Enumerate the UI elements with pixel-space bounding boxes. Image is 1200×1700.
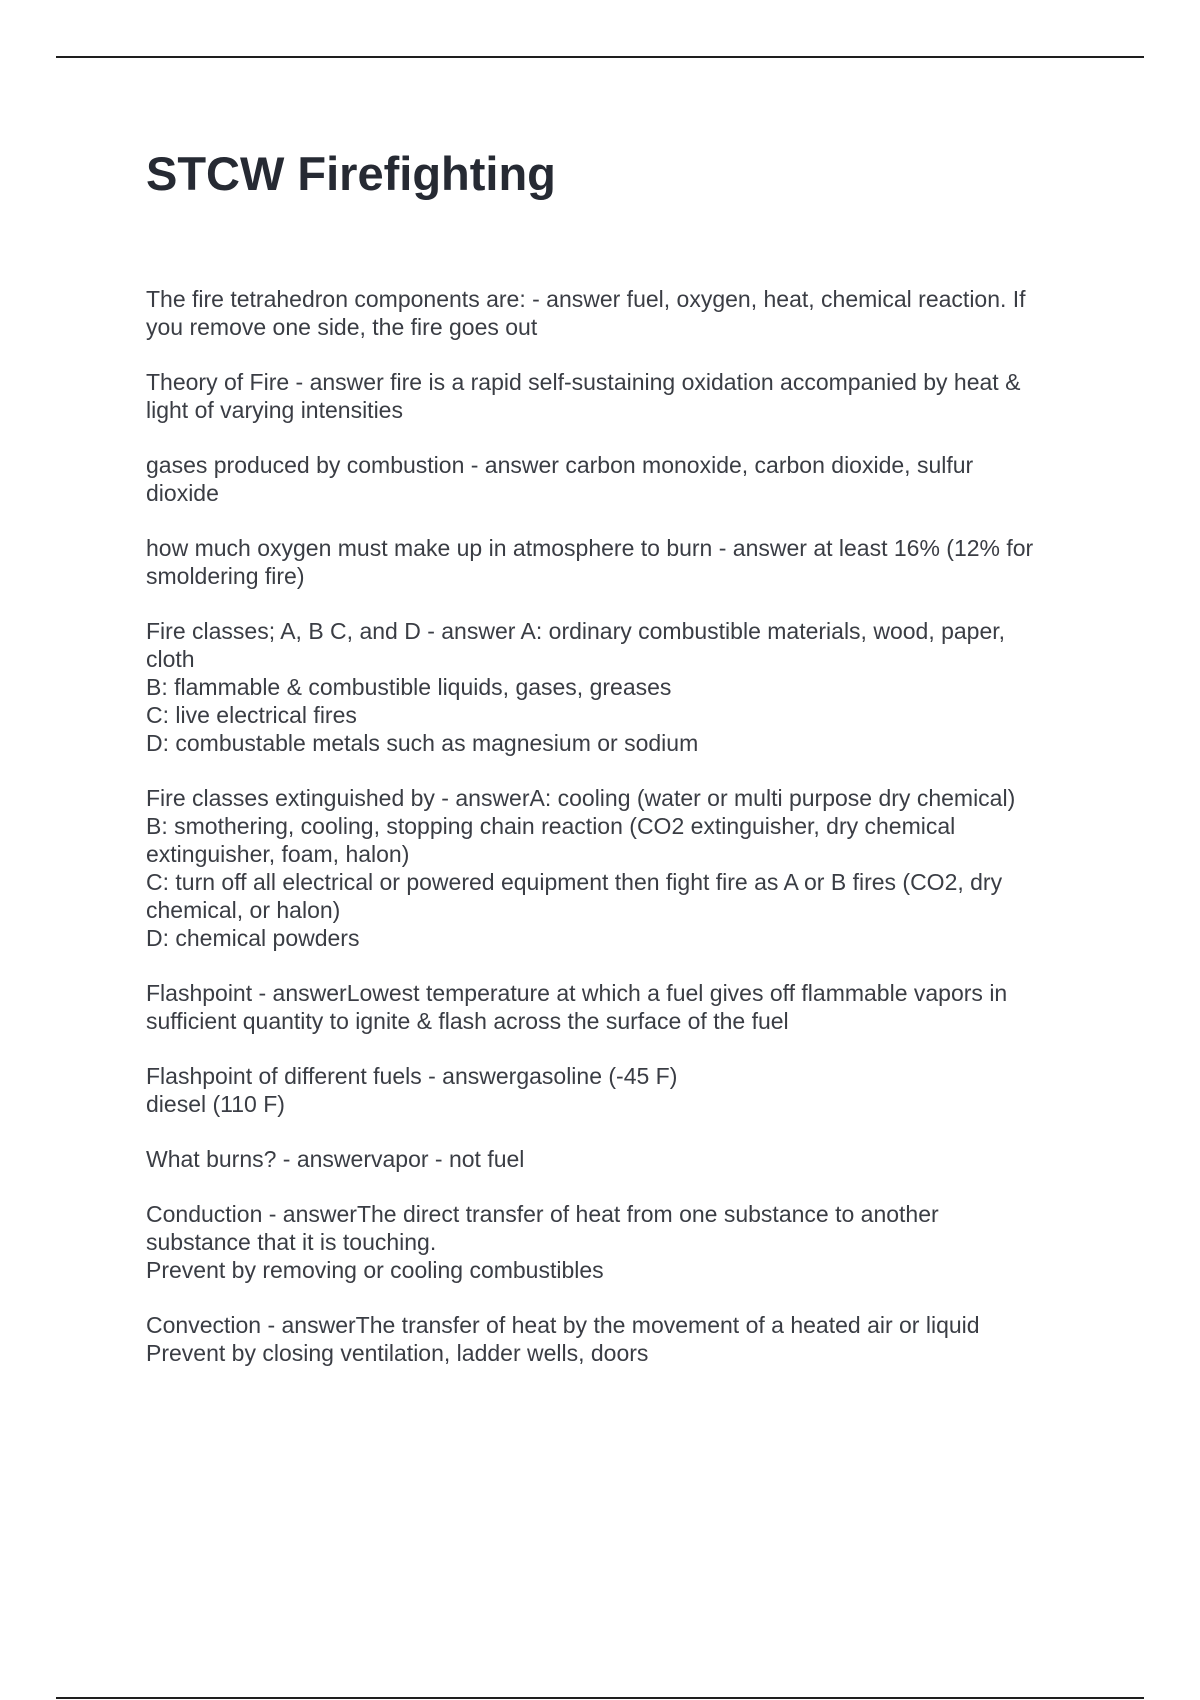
bottom-rule — [56, 1697, 1144, 1699]
qa-entry-what-burns — [146, 1145, 1086, 1173]
entry-line: D: combustable metals such as magnesium or sodium — [146, 730, 699, 756]
entry-line: Fire classes; A, B C, and D - answer A: ordinary combustible materials, wood, paper, — [146, 618, 1006, 644]
qa-entry-fuel-flashpoints — [146, 1062, 1086, 1118]
qa-entry-combustion-gases — [146, 451, 1086, 507]
entry-line: Conduction - answerThe direct transfer of heat from one substance to another — [146, 1201, 939, 1227]
qa-entry-conduction — [146, 1200, 1086, 1284]
document-body — [146, 285, 1086, 1394]
top-rule — [56, 56, 1144, 58]
entry-line: What burns? - answervapor - not fuel — [146, 1146, 525, 1172]
entry-line: Theory of Fire - answer fire is a rapid self-sustaining oxidation accompanied by heat & — [146, 369, 1021, 395]
entry-line: Prevent by removing or cooling combustibles — [146, 1257, 604, 1283]
entry-line: C: turn off all electrical or powered equipment then fight fire as A or B fires (CO2, dry — [146, 869, 1003, 895]
entry-line: Flashpoint of different fuels - answergasoline (-45 F) — [146, 1063, 678, 1089]
entry-line: Fire classes extinguished by - answerA: cooling (water or multi purpose dry chemical) — [146, 785, 1016, 811]
entry-line: cloth — [146, 646, 195, 672]
entry-line: B: smothering, cooling, stopping chain reaction (CO2 extinguisher, dry chemical — [146, 813, 956, 839]
entry-line: Flashpoint - answerLowest temperature at which a fuel gives off flammable vapors in — [146, 980, 1008, 1006]
entry-line: The fire tetrahedron components are: - answer fuel, oxygen, heat, chemical reaction. If — [146, 286, 1026, 312]
entry-line: smoldering fire) — [146, 563, 305, 589]
entry-line: sufficient quantity to ignite & flash across the surface of the fuel — [146, 1008, 789, 1034]
qa-entry-fire-tetrahedron — [146, 285, 1086, 341]
entry-line: diesel (110 F) — [146, 1091, 285, 1117]
document-title: STCW Firefighting — [146, 147, 556, 200]
entry-line: chemical, or halon) — [146, 897, 341, 923]
qa-entry-theory-of-fire — [146, 368, 1086, 424]
entry-line: C: live electrical fires — [146, 702, 357, 728]
qa-entry-extinguishing-methods — [146, 784, 1086, 952]
entry-line: you remove one side, the fire goes out — [146, 314, 538, 340]
entry-line: light of varying intensities — [146, 397, 403, 423]
qa-entry-flashpoint — [146, 979, 1086, 1035]
entry-line: dioxide — [146, 480, 219, 506]
entry-line: substance that it is touching. — [146, 1229, 437, 1255]
qa-entry-fire-classes — [146, 617, 1086, 757]
entry-line: extinguisher, foam, halon) — [146, 841, 410, 867]
entry-line: Convection - answerThe transfer of heat by the movement of a heated air or liquid — [146, 1312, 980, 1338]
entry-line: gases produced by combustion - answer carbon monoxide, carbon dioxide, sulfur — [146, 452, 974, 478]
qa-entry-oxygen-required — [146, 534, 1086, 590]
entry-line: how much oxygen must make up in atmosphere to burn - answer at least 16% (12% for — [146, 535, 1034, 561]
entry-line: B: flammable & combustible liquids, gases, greases — [146, 674, 672, 700]
qa-entry-convection — [146, 1311, 1086, 1367]
entry-line: Prevent by closing ventilation, ladder wells, doors — [146, 1340, 649, 1366]
entry-line: D: chemical powders — [146, 925, 360, 951]
